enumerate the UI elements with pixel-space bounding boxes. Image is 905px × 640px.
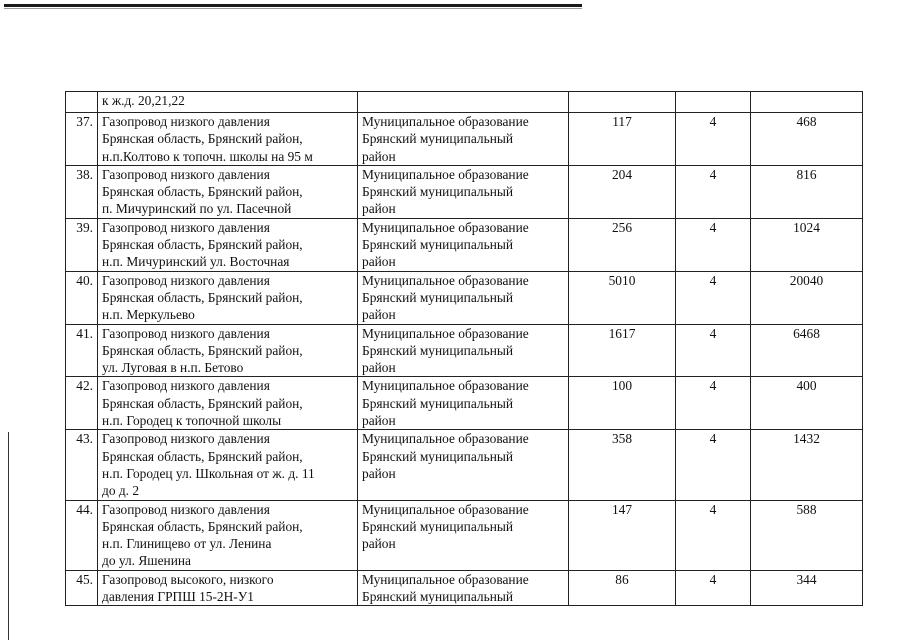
total-value: 344: [751, 570, 863, 606]
total-value: 1432: [751, 430, 863, 500]
coefficient-value: 4: [676, 570, 751, 606]
owner-name: Муниципальное образование Брянский муниципальный район: [358, 500, 569, 570]
owner-name: Муниципальное образование Брянский муниципальный район: [358, 430, 569, 500]
length-value: 100: [569, 377, 676, 430]
object-name: Газопровод низкого давления Брянская область, Брянский район, ул. Луговая в н.п. Бетово: [98, 324, 358, 377]
total-value: 816: [751, 165, 863, 218]
table-body: [66, 92, 863, 606]
length-value: 204: [569, 165, 676, 218]
table-row: [66, 500, 863, 570]
object-name: Газопровод низкого давления Брянская область, Брянский район, н.п. Глинищево от ул. Ленина до ул. Яшенина: [98, 500, 358, 570]
object-name: Газопровод низкого давления Брянская область, Брянский район, н.п. Мичуринский ул. Восточная: [98, 218, 358, 271]
length-value: 147: [569, 500, 676, 570]
owner-name: Муниципальное образование Брянский муниципальный район: [358, 218, 569, 271]
object-name: Газопровод низкого давления Брянская область, Брянский район, н.п. Городец ул. Школьная от ж. д. 11 до д. 2: [98, 430, 358, 500]
coefficient-value: 4: [676, 377, 751, 430]
length-value: 86: [569, 570, 676, 606]
table-row: [66, 430, 863, 500]
table-row: [66, 324, 863, 377]
coefficient-value: 4: [676, 113, 751, 166]
coefficient-value: 4: [676, 324, 751, 377]
owner-name: Муниципальное образование Брянский муниципальный район: [358, 324, 569, 377]
coefficient-value: 4: [676, 165, 751, 218]
row-number: 40.: [66, 271, 98, 324]
coefficient-value: 4: [676, 500, 751, 570]
length-value: [569, 92, 676, 113]
row-number: 41.: [66, 324, 98, 377]
object-name: Газопровод низкого давления Брянская область, Брянский район, н.п. Меркульево: [98, 271, 358, 324]
table-row: [66, 570, 863, 606]
length-value: 5010: [569, 271, 676, 324]
row-number: 37.: [66, 113, 98, 166]
table-row-continuation: [66, 92, 863, 113]
row-number: 43.: [66, 430, 98, 500]
coefficient-value: 4: [676, 271, 751, 324]
length-value: 117: [569, 113, 676, 166]
coefficient-value: 4: [676, 218, 751, 271]
owner-name: [358, 92, 569, 113]
length-value: 358: [569, 430, 676, 500]
row-number: 38.: [66, 165, 98, 218]
total-value: 400: [751, 377, 863, 430]
pipeline-table: [65, 91, 863, 606]
coefficient-value: [676, 92, 751, 113]
object-name: Газопровод низкого давления Брянская область, Брянский район, н.п. Городец к топочной школы: [98, 377, 358, 430]
row-number: 45.: [66, 570, 98, 606]
length-value: 1617: [569, 324, 676, 377]
owner-name: Муниципальное образование Брянский муниципальный район: [358, 165, 569, 218]
row-number: 44.: [66, 500, 98, 570]
total-value: 468: [751, 113, 863, 166]
top-border-rule-thin: [4, 8, 582, 9]
table-row: [66, 218, 863, 271]
object-name: Газопровод низкого давления Брянская область, Брянский район, н.п.Колтово к топочн. школы на 95 м: [98, 113, 358, 166]
owner-name: Муниципальное образование Брянский муниципальный район: [358, 113, 569, 166]
total-value: 6468: [751, 324, 863, 377]
margin-line: [8, 432, 9, 640]
owner-name: Муниципальное образование Брянский муниципальный район: [358, 271, 569, 324]
length-value: 256: [569, 218, 676, 271]
total-value: 588: [751, 500, 863, 570]
total-value: 1024: [751, 218, 863, 271]
object-name: к ж.д. 20,21,22: [98, 92, 358, 113]
table-row: [66, 271, 863, 324]
object-name: Газопровод низкого давления Брянская область, Брянский район, п. Мичуринский по ул. Пасечной: [98, 165, 358, 218]
total-value: 20040: [751, 271, 863, 324]
owner-name: Муниципальное образование Брянский муниципальный район: [358, 377, 569, 430]
owner-name: Муниципальное образование Брянский муниципальный: [358, 570, 569, 606]
table-row: [66, 165, 863, 218]
object-name: Газопровод высокого, низкого давления ГРПШ 15-2Н-У1: [98, 570, 358, 606]
row-number: [66, 92, 98, 113]
table-row: [66, 377, 863, 430]
coefficient-value: 4: [676, 430, 751, 500]
row-number: 42.: [66, 377, 98, 430]
top-border-rule: [4, 4, 582, 7]
row-number: 39.: [66, 218, 98, 271]
total-value: [751, 92, 863, 113]
table-row: [66, 113, 863, 166]
